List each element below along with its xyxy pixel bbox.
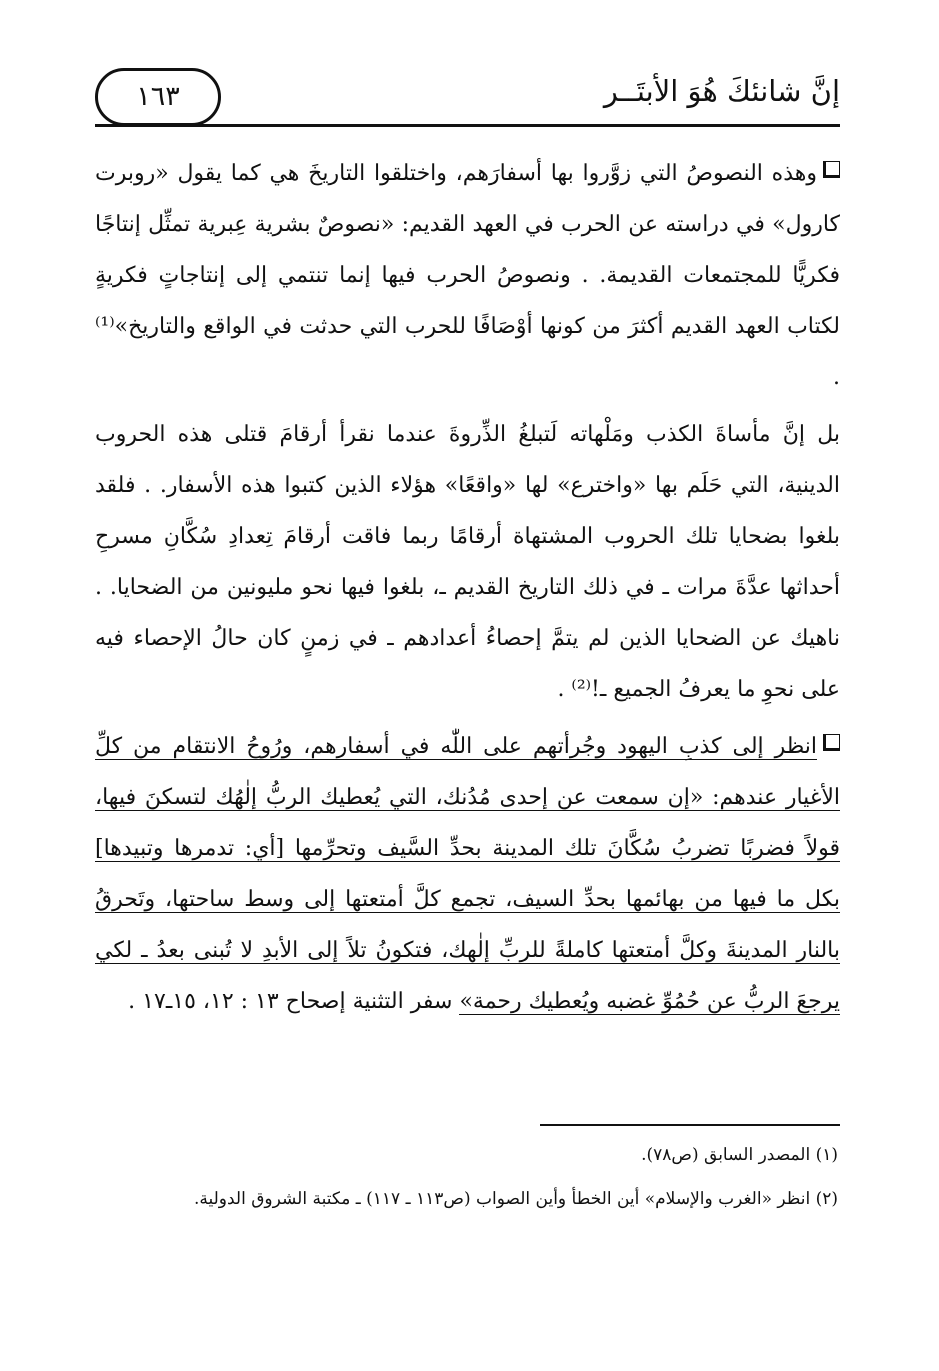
- paragraph-3: [95, 721, 840, 1027]
- page-header: [95, 68, 840, 130]
- paragraph-text: انظر إلى كذبِ اليهود وجُرأتهم على اللّٰه في أسفارهم، ورُوحُ الانتقام من كلِّ الأغيار عندهم: «إن سمعت عن إحدى مُدُنك، التي يُعطيك الربُّ إلٰهُك لتسكنَ فيها، قولاً فضربًا تضربُ سُكَّانَ تلك المدينة بحدِّ السَّيف وتحرِّمها [أي: تدمرها وتبيدها] بكل ما فيها من بهائمها بحدِّ السيف، تجمع كلَّ أمتعتها إلى وسط ساحتها، وتَحرقُ بالنار المدينةَ وكلَّ أمتعتها كاملةً للربِّ إلٰهك، فتكونُ تلاً إلى الأبدِ لا تُبنى بعدُ ـ لكي يرجعَ الربُّ عن حُمُوِّ غضبه ويُعطيك رحمة»: [95, 734, 840, 1014]
- footnote-rule: [540, 1124, 840, 1126]
- page-number: ١٦٣: [95, 68, 221, 126]
- footnotes: [100, 1136, 838, 1224]
- body-text: [95, 148, 840, 1033]
- paragraph-text: وهذه النصوصُ التي زوَّروا بها أسفارَهم، واختلقوا التاريخَ هي كما يقول «روبرت كارول» في دراسته عن الحرب في العهد القديم: «نصوصٌ بشرية عِبرية تمثِّل إنتاجًا فكريًّا للمجتمعات القديمة. . ونصوصُ الحرب فيها إنما تنتمي إلى إنتاجاتٍ فكريةٍ لكتاب العهد القديم أكثرَ من كونها أوْصَافًا للحرب التي حدثت في الواقع والتاريخ»⁽¹⁾ .: [95, 161, 840, 390]
- box-bullet-icon: [823, 161, 840, 178]
- footnote-1: (١) المصدر السابق (ص٧٨).: [641, 1145, 838, 1165]
- running-title: إنَّ شانئكَ هُوَ الأبتَــر: [603, 74, 840, 108]
- paragraph-text: بل إنَّ مأساةَ الكذب ومَلْهاته لَتبلغُ الذِّروةَ عندما نقرأ أرقامَ قتلى هذه الحروب الدينية، التي حَلَم بها «واخترع» لها «واقعًا» هؤلاء الذين كتبوا هذه الأسفار. . فلقد بلغوا بضحايا تلك الحروب المشتهاة أرقامًا ربما فاقت أرقامَ تِعدادِ سُكَّانِ مسرحِ أحداثها عدَّةَ مرات ـ في ذلك التاريخ القديم ـ، بلغوا فيها نحو مليونين من الضحايا. . ناهيك عن الضحايا الذين لم يتمَّ إحصاءُ أعدادهم ـ في زمنٍ كان حالُ الإحصاء فيه على نحوِ ما يعرفُ الجميع ـ!⁽²⁾ .: [95, 422, 840, 702]
- header-rule: [95, 124, 840, 127]
- paragraph-1: [95, 148, 840, 403]
- box-bullet-icon: [823, 734, 840, 751]
- paragraph-2: [95, 409, 840, 715]
- scripture-citation: سفر التثنية إصحاح ١٣ : ١٢، ١٥ـ١٧ .: [128, 989, 453, 1014]
- footnote-2: (٢) انظر «الغرب والإسلام» أين الخطأ وأين الصواب (ص١١٣ ـ ١١٧) ـ مكتبة الشروق الدولية.: [193, 1189, 838, 1209]
